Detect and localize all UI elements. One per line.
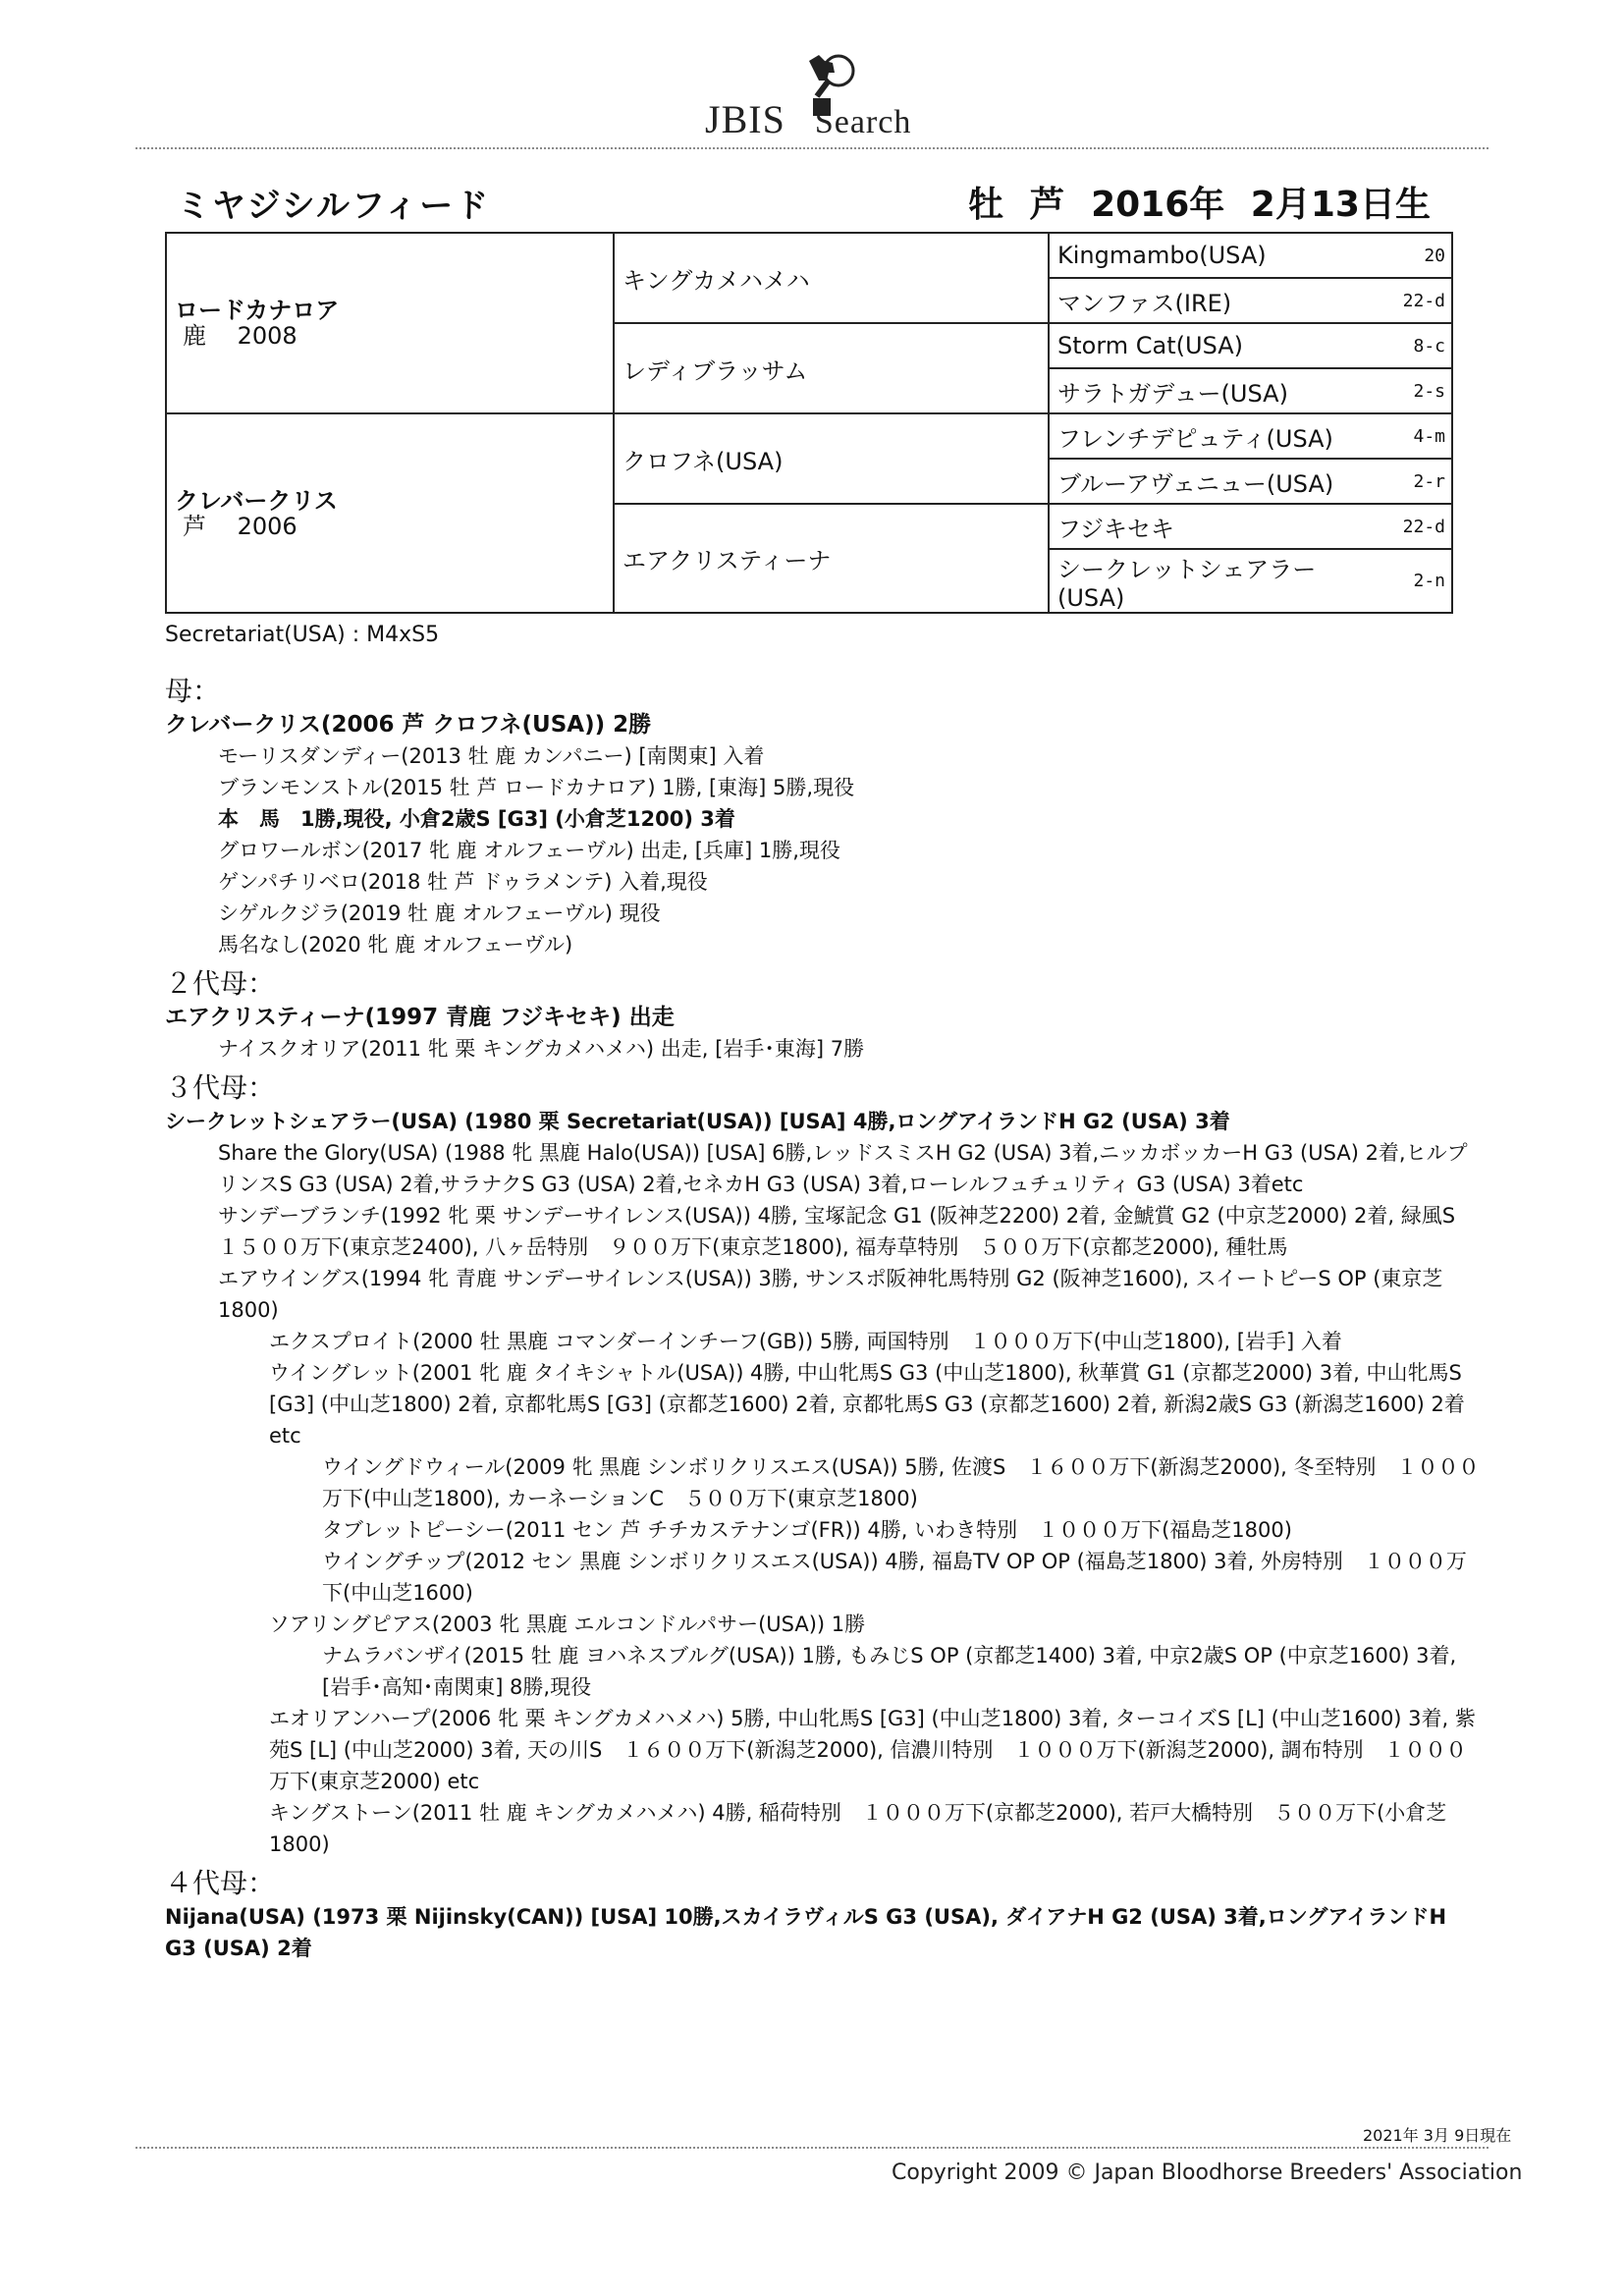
g3-offspring-line: サンデーブランチ(1992 牝 栗 サンデーサイレンス(USA)) 4勝, 宝塚記念 G1 (阪神芝2200) 2着, 金鯱賞 G2 (中京芝2000) 2着, 緑風S １５００万下(東京芝2400), 八ヶ岳特別 ９００万下(東京芝1800), 福寿草特別 ５００万下(京都芝2000), 種牡馬: [218, 1204, 1477, 1259]
family-number: 22-d: [1379, 278, 1452, 323]
pedigree-dss: フレンチデピュティ(USA): [1049, 413, 1379, 459]
g3-offspring-line: Share the Glory(USA) (1988 牝 黒鹿 Halo(USA)) [USA] 6勝,レッドスミスH G2 (USA) 3着,ニッカボッカーH G3 (USA) 2着,ヒルプリンスS G3 (USA) 2着,サラナクS G3 (USA) 2着,セネカH G3 (USA) 3着,ローレルフュチュリティ G3 (USA) 3着etc: [218, 1141, 1468, 1196]
g3-grand-offspring-line: エオリアンハープ(2006 牝 栗 キングカメハメハ) 5勝, 中山牝馬S [G3] (中山芝1800) 3着, ターコイズS [L] (中山芝1600) 3着, 紫苑S [L] (中山芝2000) 3着, 天の川S １６００万下(新潟芝2000), 信濃川特別 １０００万下(新潟芝2000), 調布特別 １０００万下(東京芝2000) etc: [269, 1707, 1476, 1793]
family-record: [165, 668, 1481, 1964]
sire-color-year: 鹿 2008: [183, 322, 298, 350]
pedigree-dsd: ブルーアヴェニュー(USA): [1049, 459, 1379, 504]
sibling-line: ゲンパチリベロ(2018 牡 芦 ドゥラメンテ) 入着,現役: [218, 870, 708, 894]
logo-text-search: Search: [814, 104, 912, 140]
self-line: 本 馬 1勝,現役, 小倉2歳S [G3] (小倉芝1200) 3着: [218, 807, 735, 831]
g4-dam-line: Nijana(USA) (1973 栗 Nijinsky(CAN)) [USA] 10勝,スカイラヴィルS G3 (USA), ダイアナH G2 (USA) 3着,ロングアイランドH G3 (USA) 2着: [165, 1905, 1447, 1960]
sire-name: ロードカナロア: [175, 297, 340, 324]
sibling-line: グロワールボン(2017 牝 鹿 オルフェーヴル) 出走, [兵庫] 1勝,現役: [218, 839, 840, 862]
pedigree-sss: Kingmambo(USA): [1049, 233, 1379, 278]
section-heading-g4: ４代母：: [165, 1867, 276, 1899]
footer-divider: [135, 2147, 1489, 2149]
sibling-line: モーリスダンディー(2013 牡 鹿 カンパニー) [南関東] 入着: [218, 744, 765, 768]
pedigree-ddd: シークレットシェアラー(USA): [1049, 549, 1379, 613]
family-number: 2-s: [1379, 368, 1452, 413]
g3-great-offspring-line: タブレットピーシー(2011 セン 芦 チチカステナンゴ(FR)) 4勝, いわき特別 １０００万下(福島芝1800): [322, 1518, 1292, 1542]
family-number: 2-n: [1379, 549, 1452, 613]
g3-dam-line: シークレットシェアラー(USA) (1980 栗 Secretariat(USA)) [USA] 4勝,ロングアイランドH G2 (USA) 3着: [165, 1110, 1230, 1133]
sibling-line: 馬名なし(2020 牝 鹿 オルフェーヴル): [218, 933, 573, 957]
dam-name: クレバークリス: [175, 486, 338, 515]
family-number: 2-r: [1379, 459, 1452, 504]
sibling-line: ブランモンストル(2015 牡 芦 ロードカナロア) 1勝, [東海] 5勝,現役: [218, 776, 855, 799]
section-heading-g3: ３代母：: [165, 1071, 276, 1104]
g2-dam-line: エアクリスティーナ(1997 青鹿 フジキセキ) 出走: [165, 1005, 675, 1030]
g3-grand-offspring-line: キングストーン(2011 牡 鹿 キングカメハメハ) 4勝, 稲荷特別 １０００万下(京都芝2000), 若戸大橋特別 ５００万下(小倉芝1800): [269, 1801, 1447, 1856]
g3-grand-offspring-line: ウイングレット(2001 牝 鹿 タイキシャトル(USA)) 4勝, 中山牝馬S G3 (中山芝1800), 秋華賞 G1 (京都芝2000) 3着, 中山牝馬S [G3] (中山芝1800) 2着, 京都牝馬S [G3] (京都芝1600) 2着, 京都牝馬S G3 (京都芝1600) 2着, 新潟2歳S G3 (新潟芝1600) 2着etc: [269, 1361, 1465, 1448]
g2-offspring-line: ナイスクオリア(2011 牝 栗 キングカメハメハ) 出走, [岩手･東海] 7勝: [218, 1037, 865, 1061]
pedigree-ss: キングカメハメハ: [614, 233, 1049, 323]
logo-text-jbis: JBIS: [705, 97, 785, 141]
pedigree-sdd: サラトガデュー(USA): [1049, 368, 1379, 413]
g3-great-offspring-line: ウイングチップ(2012 セン 黒鹿 シンボリクリスエス(USA)) 4勝, 福島TV OP OP (福島芝1800) 3着, 外房特別 １０００万下(中山芝1600): [322, 1550, 1467, 1605]
horse-info: 牡 芦 2016年 2月13日生: [968, 185, 1431, 225]
as-of-date: 2021年 3月 9日現在: [1363, 2126, 1512, 2145]
sibling-line: シゲルクジラ(2019 牡 鹿 オルフェーヴル) 現役: [218, 902, 661, 925]
pedigree-ssd: マンファス(IRE): [1049, 278, 1379, 323]
family-number: 20: [1379, 233, 1452, 278]
g3-offspring-line: エアウイングス(1994 牝 青鹿 サンデーサイレンス(USA)) 3勝, サンスポ阪神牝馬特別 G2 (阪神芝1600), スイートピーS OP (東京芝1800): [218, 1267, 1443, 1322]
pedigree-dds: フジキセキ: [1049, 504, 1379, 549]
g3-grand-offspring-line: ソアリングピアス(2003 牝 黒鹿 エルコンドルパサー(USA)) 1勝: [269, 1613, 866, 1636]
inbreeding-note: Secretariat(USA) : M4xS5: [165, 623, 440, 647]
g3-grand-offspring-line: エクスプロイト(2000 牡 黒鹿 コマンダーインチーフ(GB)) 5勝, 両国特別 １０００万下(中山芝1800), [岩手] 入着: [269, 1330, 1342, 1353]
pedigree-dam: [166, 413, 614, 613]
family-number: 22-d: [1379, 504, 1452, 549]
section-heading-dam: 母：: [165, 675, 221, 707]
pedigree-sire: [166, 233, 614, 413]
g3-great-offspring-line: ウイングドウィール(2009 牝 黒鹿 シンボリクリスエス(USA)) 5勝, 佐渡S １６００万下(新潟芝2000), 冬至特別 １０００万下(中山芝1800), カーネーションC ５００万下(東京芝1800): [322, 1455, 1480, 1510]
header-divider: [135, 147, 1489, 149]
pedigree-ds: クロフネ(USA): [614, 413, 1049, 504]
pedigree-dd: エアクリスティーナ: [614, 504, 1049, 613]
dam-color-year: 芦 2006: [183, 512, 298, 540]
pedigree-sd: レディブラッサム: [614, 323, 1049, 413]
g3-great-offspring-line: ナムラバンザイ(2015 牡 鹿 ヨハネスブルグ(USA)) 1勝, もみじS OP (京都芝1400) 3着, 中京2歳S OP (中京芝1600) 3着, [岩手･高知･南関東] 8勝,現役: [322, 1644, 1457, 1699]
section-heading-g2: ２代母：: [165, 967, 276, 1000]
horse-name: ミヤジシルフィード: [177, 187, 491, 226]
pedigree-sds: Storm Cat(USA): [1049, 323, 1379, 368]
pedigree-table: [165, 232, 1453, 614]
jbis-logo: [687, 51, 943, 139]
copyright: Copyright 2009 © Japan Bloodhorse Breeders' Association: [892, 2160, 1523, 2185]
family-number: 4-m: [1379, 413, 1452, 459]
family-number: 8-c: [1379, 323, 1452, 368]
dam-line: クレバークリス(2006 芦 クロフネ(USA)) 2勝: [165, 712, 652, 738]
